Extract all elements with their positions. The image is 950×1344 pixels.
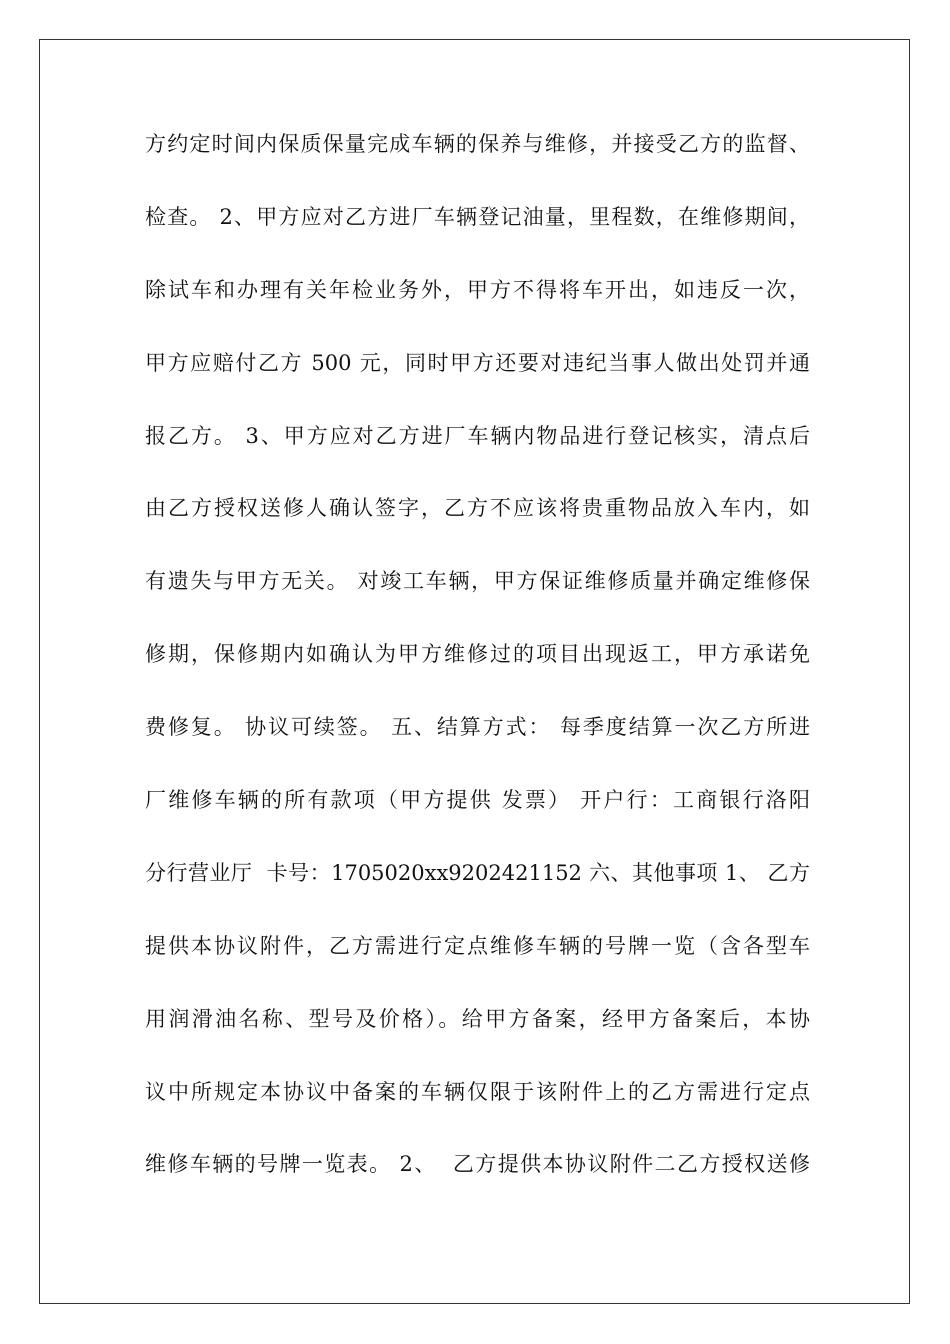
document-body xyxy=(145,122,810,1215)
text-line: 费修复。 协议可续签。 五、结算方式： 每季度结算一次乙方所进 xyxy=(145,715,810,740)
text-line: 厂维修车辆的所有款项（甲方提供 发票） 开户行：工商银行洛阳 xyxy=(145,788,810,813)
text-line: 维修车辆的号牌一览表。 2、 乙方提供本协议附件二乙方授权送修 xyxy=(145,1152,810,1177)
text-line: 除试车和办理有关年检业务外，甲方不得将车开出，如违反一次， xyxy=(145,277,810,302)
text-line: 用润滑油名称、型号及价格）。给甲方备案，经甲方备案后，本协 xyxy=(145,1006,810,1031)
text-line: 检查。 2、甲方应对乙方进厂车辆登记油量，里程数，在维修期间， xyxy=(145,204,810,229)
text-line: 报乙方。 3、甲方应对乙方进厂车辆内物品进行登记核实，清点后 xyxy=(145,423,810,448)
text-line: 提供本协议附件，乙方需进行定点维修车辆的号牌一览（含各型车 xyxy=(145,933,810,958)
text-line: 有遗失与甲方无关。 对竣工车辆，甲方保证维修质量并确定维修保 xyxy=(145,569,810,594)
text-line: 由乙方授权送修人确认签字，乙方不应该将贵重物品放入车内，如 xyxy=(145,496,810,521)
text-line: 分行营业厅 卡号：1705020xx9202421152 六、其他事项 1、 乙方 xyxy=(145,860,810,885)
text-line: 议中所规定本协议中备案的车辆仅限于该附件上的乙方需进行定点 xyxy=(145,1079,810,1104)
text-line: 甲方应赔付乙方 500 元，同时甲方还要对违纪当事人做出处罚并通 xyxy=(145,350,810,375)
text-line: 方约定时间内保质保量完成车辆的保养与维修，并接受乙方的监督、 xyxy=(145,132,810,156)
text-line: 修期，保修期内如确认为甲方维修过的项目出现返工，甲方承诺免 xyxy=(145,642,810,667)
